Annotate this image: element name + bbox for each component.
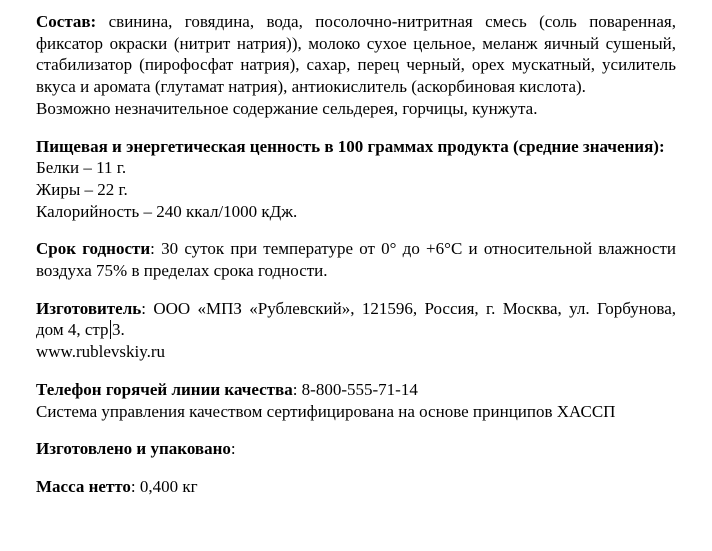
text-cursor [110, 320, 112, 339]
net-weight-label: Масса нетто [36, 476, 131, 496]
manufacturer-paragraph [36, 298, 676, 341]
shelf-life-label: Срок годности [36, 239, 151, 259]
shelf-life-text: : 30 суток при температуре от 0° до +6°С и относительной влажности воздуха 75% в пределах срока годности. [36, 239, 677, 281]
produced-packed-label: Изготовлено и упаковано [36, 439, 231, 459]
nutrition-calories-line: Калорийность – 240 ккал/1000 кДж. [36, 201, 298, 221]
certification-line: Система управления качеством сертифицирована на основе принципов ХАССП [36, 401, 616, 421]
composition-text: свинина, говядина, вода, посолочно-нитритная смесь (соль поваренная, фиксатор окраски (нитрит натрия)), молоко сухое цельное, меланж яичный сушеный, стабилизатор (пирофосфат натрия), сахар, перец черный, орех мускатный, усилитель вкуса и аромата (глутамат натрия), антиокислитель (аскорбиновая кислота). [36, 12, 676, 97]
manufacturer-text-before-cursor: : ООО «МПЗ «Рублевский», 121596, Россия, г. Москва, ул. Горбунова, дом 4, стр [36, 298, 676, 340]
produced-packed-paragraph [36, 438, 676, 460]
composition-paragraph [36, 11, 676, 98]
net-weight-value: : 0,400 кг [130, 476, 198, 496]
manufacturer-website: www.rublevskiy.ru [36, 342, 166, 362]
manufacturer-text-after-cursor: 3. [112, 320, 125, 340]
composition-label: Состав: [36, 12, 97, 31]
manufacturer-label: Изготовитель [36, 298, 142, 318]
hotline-phone: : 8-800-555-71-14 [292, 379, 418, 399]
hotline-paragraph [36, 379, 676, 401]
shelf-life-paragraph [36, 238, 676, 281]
nutrition-heading: Пищевая и энергетическая ценность в 100 граммах продукта (средние значения): [36, 136, 665, 156]
produced-packed-colon: : [230, 439, 236, 459]
hotline-label: Телефон горячей линии качества [36, 379, 293, 399]
allergen-note: Возможно незначительное содержание сельдерея, горчицы, кунжута. [36, 98, 538, 118]
nutrition-protein-line: Белки – 11 г. [36, 158, 127, 178]
net-weight-paragraph [36, 476, 676, 498]
nutrition-fat-line: Жиры – 22 г. [36, 179, 128, 199]
